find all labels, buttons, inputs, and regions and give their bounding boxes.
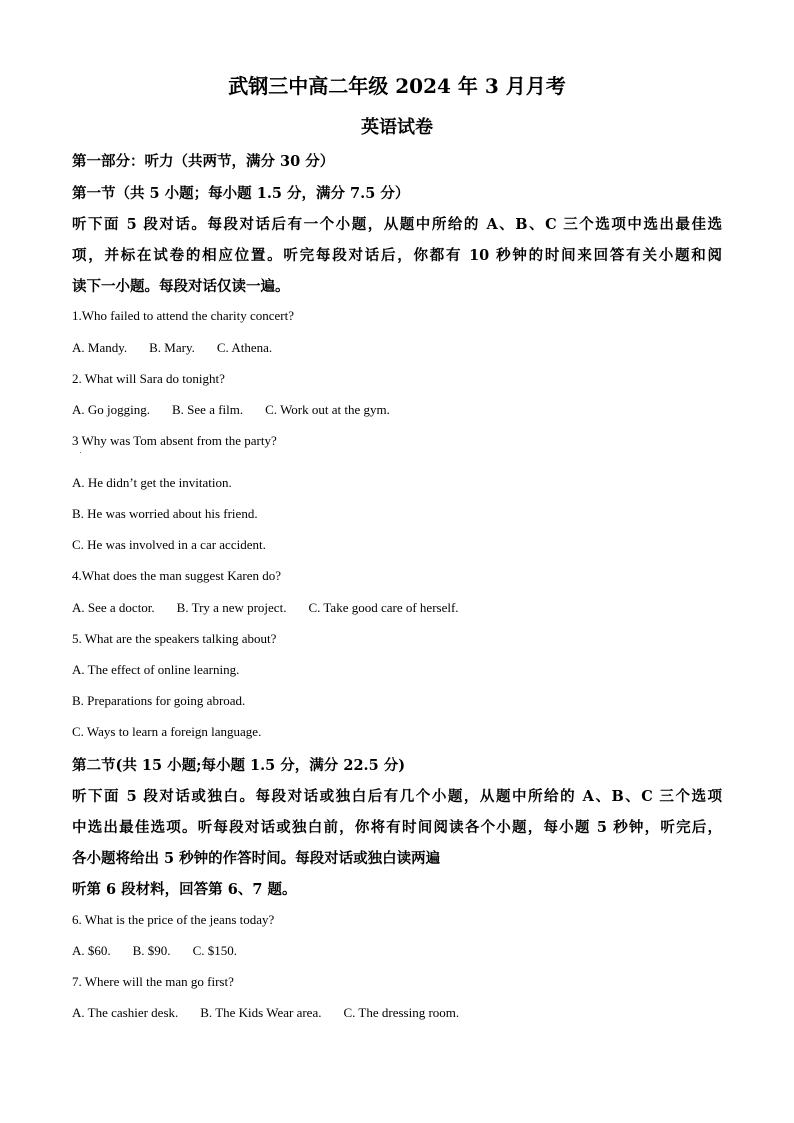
section-one-heading: 第一节（共 5 小题；每小题 1.5 分，满分 7.5 分）: [72, 185, 410, 202]
question-2: 2. What will Sara do tonight?: [72, 371, 225, 386]
option-b: B. The Kids Wear area.: [200, 1005, 322, 1020]
question-1-options: [72, 340, 272, 356]
stray-dot: [80, 452, 81, 453]
option-a: A. Mandy.: [72, 340, 128, 355]
option-c: C. Work out at the gym.: [265, 402, 390, 417]
option-a: A. Go jogging.: [72, 402, 150, 417]
material-6-heading: 听第 6 段材料，回答第 6、7 题。: [72, 881, 297, 898]
option-b: B. $90.: [132, 943, 171, 958]
question-5: 5. What are the speakers talking about?: [72, 631, 277, 646]
option-c: C. Athena.: [216, 340, 273, 355]
option-c: C. Take good care of herself.: [308, 600, 459, 615]
section-two-heading: 第二节(共 15 小题;每小题 1.5 分，满分 22.5 分): [72, 757, 406, 774]
question-5-option-b: B. Preparations for going abroad.: [72, 693, 246, 708]
question-3-option-b: B. He was worried about his friend.: [72, 506, 258, 521]
section-two-instruction-line-2: 中选出最佳选项。听每段对话或独白前，你将有时间阅读各个小题，每小题 5 秒钟，听完后，: [72, 819, 722, 836]
part-one-heading: 第一部分：听力（共两节，满分 30 分）: [72, 153, 335, 170]
question-7: 7. Where will the man go first?: [72, 974, 234, 989]
exam-title: 武钢三中高二年级 2024 年 3 月月考: [228, 74, 566, 98]
question-6-options: [72, 943, 237, 959]
option-b: B. Try a new project.: [176, 600, 287, 615]
option-a: A. The cashier desk.: [72, 1005, 179, 1020]
option-a: A. See a doctor.: [72, 600, 155, 615]
section-two-instruction-line-3: 各小题将给出 5 秒钟的作答时间。每段对话或独白读两遍: [72, 850, 441, 867]
question-5-option-a: A. The effect of online learning.: [72, 662, 240, 677]
exam-subtitle: 英语试卷: [361, 117, 433, 138]
question-4-options: [72, 600, 459, 616]
section-two-instruction-line-1: 听下面 5 段对话或独白。每段对话或独白后有几个小题，从题中所给的 A、B、C 三个选项: [72, 788, 722, 805]
question-2-options: [72, 402, 390, 418]
question-5-option-c: C. Ways to learn a foreign language.: [72, 724, 262, 739]
question-7-options: [72, 1005, 459, 1021]
question-6: 6. What is the price of the jeans today?: [72, 912, 275, 927]
section-one-instruction-line-2: 项，并标在试卷的相应位置。听完每段对话后，你都有 10 秒钟的时间来回答有关小题和阅: [72, 247, 722, 264]
option-a: A. $60.: [72, 943, 111, 958]
option-c: C. $150.: [192, 943, 237, 958]
option-b: B. Mary.: [149, 340, 195, 355]
question-3-option-a: A. He didn’t get the invitation.: [72, 475, 232, 490]
section-one-instruction-line-3: 读下一小题。每段对话仅读一遍。: [72, 278, 290, 295]
option-c: C. The dressing room.: [343, 1005, 460, 1020]
question-1: 1.Who failed to attend the charity concert?: [72, 308, 294, 323]
section-one-instruction-line-1: 听下面 5 段对话。每段对话后有一个小题，从题中所给的 A、B、C 三个选项中选出最佳选: [72, 216, 722, 233]
question-4: 4.What does the man suggest Karen do?: [72, 568, 282, 583]
question-3-option-c: C. He was involved in a car accident.: [72, 537, 266, 552]
option-b: B. See a film.: [172, 402, 244, 417]
question-3: 3 Why was Tom absent from the party?: [72, 433, 277, 448]
